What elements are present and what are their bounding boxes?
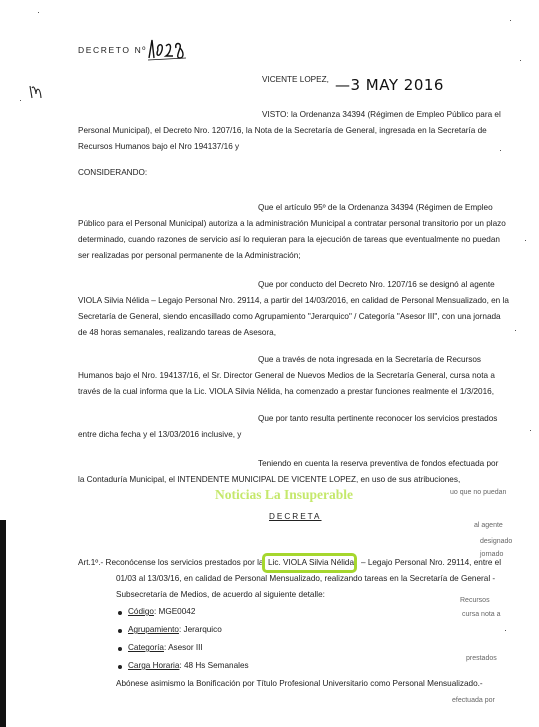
bullet xyxy=(118,647,122,651)
bleed-fragment: designado xyxy=(480,538,513,545)
scan-speck xyxy=(530,430,531,431)
detail-value: : Asesor III xyxy=(163,643,203,652)
detail-label: Agrupamiento xyxy=(128,625,179,634)
p1-line-4: ser realizadas por personal permanente de la Administración; xyxy=(78,251,301,260)
p4-line-1: Que por tanto resulta pertinente reconocer los servicios prestados xyxy=(258,414,498,423)
p4-line-2: entre dicha fecha y el 13/03/2016 inclusive, y xyxy=(78,430,242,439)
art1-highlighted-name: Lic. VIOLA Silvia Nélida xyxy=(268,558,355,567)
scan-speck xyxy=(515,330,516,331)
bleed-fragment: al agente xyxy=(474,522,503,529)
visto-line-1: VISTO: la Ordenanza 34394 (Régimen de Empleo Público para el xyxy=(262,110,501,119)
p3-line-1: Que a través de nota ingresada en la Secretaría de Recursos xyxy=(258,355,482,364)
decreto-label: DECRETO Nº xyxy=(78,45,148,55)
scan-speck xyxy=(505,630,506,631)
p1-line-3: determinado, cuando razones de servicio así lo requieran para la ejecución de tareas que eventualmente no puedan xyxy=(78,235,500,244)
detail-label: Carga Horaria xyxy=(128,661,180,670)
p2-line-1: Que por conducto del Decreto Nro. 1207/16 se designó al agente xyxy=(258,280,495,289)
scan-speck xyxy=(510,20,511,21)
bleed-fragment: uo que no puedan xyxy=(450,489,507,496)
closing-line: Abónese asimismo la Bonificación por Título Profesional Universitario como Personal Mensualizado.- xyxy=(116,679,483,688)
scan-speck xyxy=(525,240,526,241)
art1-suffix: – Legajo Personal Nro. 29114, entre el xyxy=(361,558,502,567)
bleed-fragment: efectuada por xyxy=(452,697,495,704)
handwritten-margin-mark xyxy=(28,82,44,100)
visto-line-2: Personal Municipal), el Decreto Nro. 1207/16, la Nota de la Secretaría de General, ingresada en la Secretaría de xyxy=(78,126,487,135)
bullet xyxy=(118,665,122,669)
p2-line-2: VIOLA Silvia Nélida – Legajo Personal Nro. 29114, a partir del 14/03/2016, en calidad de Personal Mensualizado, en la xyxy=(78,296,509,305)
decree-number-handwriting xyxy=(146,36,190,62)
detail-label: Categoría xyxy=(128,643,164,652)
detail-row-agrupamiento xyxy=(128,625,222,635)
p5-line-1: Teniendo en cuenta la reserva preventiva de fondos efectuada por xyxy=(258,459,499,468)
watermark-text: Noticias La Insuperable xyxy=(215,487,354,502)
detail-row-categoria xyxy=(128,643,203,653)
art1-line-3: Subsecretaría de Medios, de acuerdo al siguiente detalle: xyxy=(116,590,325,599)
bullet xyxy=(118,611,122,615)
p2-line-4: de 48 horas semanales, realizando tareas de Asesora, xyxy=(78,328,276,337)
p5-line-2: la Contaduría Municipal, el INTENDENTE MUNICIPAL DE VICENTE LOPEZ, en uso de sus atribuciones, xyxy=(78,475,461,484)
bleed-fragment: Recursos xyxy=(460,597,490,604)
p3-line-2: Humanos bajo el Nro. 194137/16, el Sr. Director General de Nuevos Medios de la Secretaría General, cursa nota a xyxy=(78,371,495,380)
art1-line-2: 01/03 al 13/03/16, en calidad de Personal Mensualizado, realizando tareas en la Secretaría de General - xyxy=(116,574,496,583)
scan-edge-shadow xyxy=(0,520,6,727)
p1-line-2: Público para el Personal Municipal) autoriza a la administración Municipal a contratar personal transitorio por un plazo xyxy=(78,219,506,228)
bleed-fragment: jornado xyxy=(480,551,504,558)
detail-row-carga-horaria xyxy=(128,661,249,671)
detail-label: Código xyxy=(128,607,154,616)
bleed-fragment: cursa nota a xyxy=(462,611,501,618)
considerando-heading: CONSIDERANDO: xyxy=(78,168,148,177)
scan-speck xyxy=(20,100,21,101)
detail-value: : Jerarquico xyxy=(178,625,222,634)
scan-speck xyxy=(38,12,39,13)
bleed-fragment: prestados xyxy=(466,655,497,662)
detail-row-codigo xyxy=(128,607,195,617)
art1-prefix: Art.1º.- Reconócense los servicios prestados por la xyxy=(78,558,264,567)
detail-value: : MGE0042 xyxy=(153,607,196,616)
detail-value: : 48 Hs Semanales xyxy=(179,661,249,670)
date-stamp: —3 MAY 2016 xyxy=(335,76,444,94)
decreta-heading: DECRETA xyxy=(269,512,322,521)
bullet xyxy=(118,629,122,633)
p3-line-3: través de la cual informa que la Lic. VIOLA Silvia Nélida, ha comenzado a prestar funciones realmente el 1/3/2016, xyxy=(78,387,494,396)
p1-line-1: Que el artículo 95º de la Ordenanza 34394 (Régimen de Empleo xyxy=(258,203,493,212)
p2-line-3: Secretaría de General, siendo encasillado como Agrupamiento "Jerarquico" / Categoría "Asesor III", con una jornada xyxy=(78,312,501,321)
scan-speck xyxy=(500,150,501,151)
scan-speck xyxy=(520,60,521,61)
visto-line-3: Recursos Humanos bajo el Nro 194137/16 y xyxy=(78,142,240,151)
place-name: VICENTE LOPEZ, xyxy=(262,75,329,84)
